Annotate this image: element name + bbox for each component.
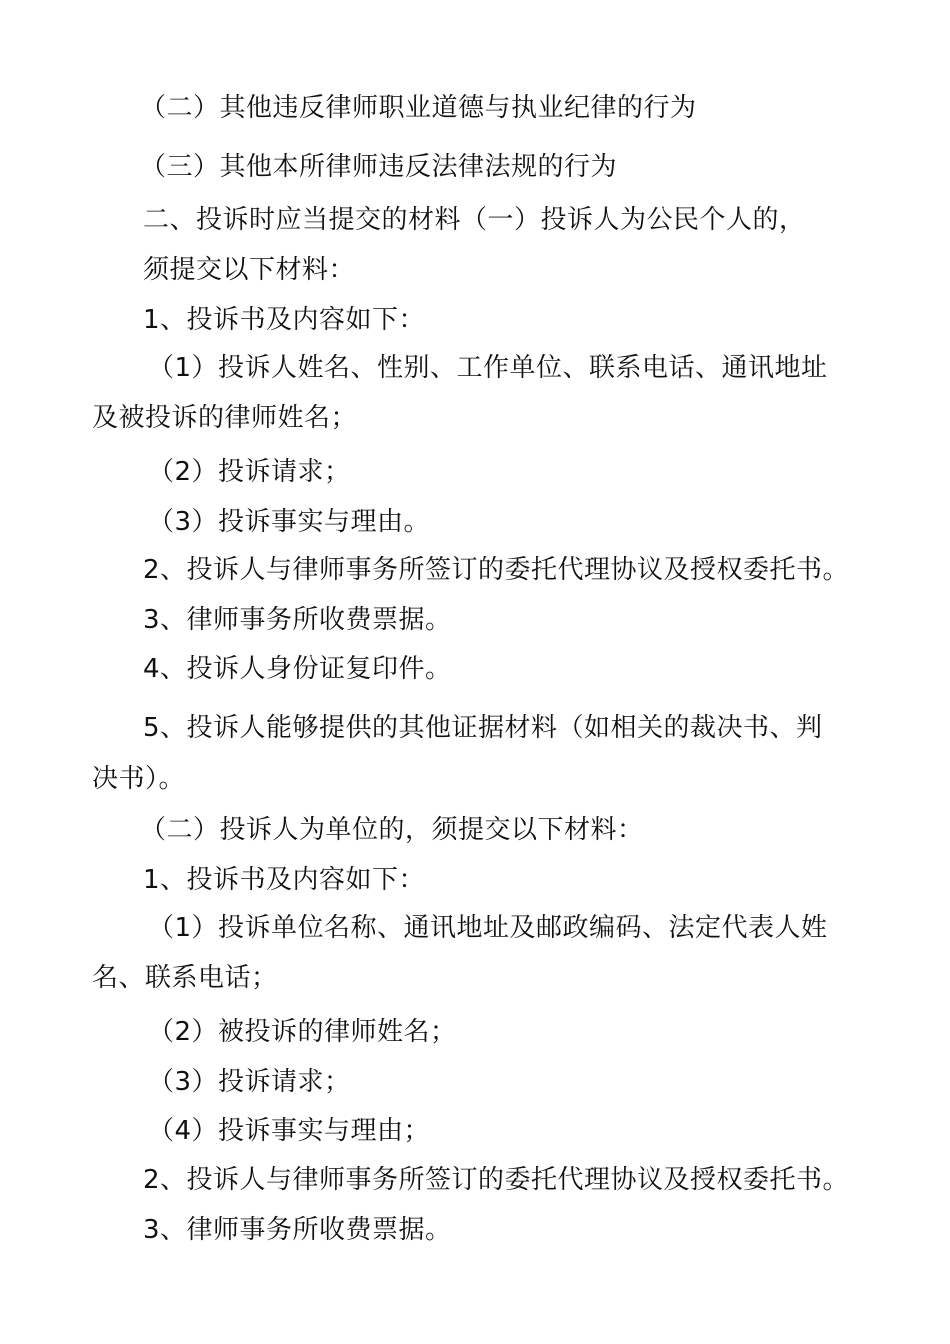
text-line: 4、投诉人身份证复印件。	[143, 654, 452, 684]
text-line: 1、投诉书及内容如下：	[143, 305, 426, 335]
text-line: 2、投诉人与律师事务所签订的委托代理协议及授权委托书。	[143, 555, 850, 585]
text-line: （1）投诉单位名称、通讯地址及邮政编码、法定代表人姓	[148, 913, 828, 943]
text-line: 1、投诉书及内容如下：	[143, 865, 426, 895]
text-line: 3、律师事务所收费票据。	[143, 1215, 452, 1245]
text-line: （三）其他本所律师违反法律法规的行为	[140, 152, 618, 182]
text-line: 5、投诉人能够提供的其他证据材料（如相关的裁决书、判	[143, 713, 823, 743]
text-line: （2）被投诉的律师姓名；	[148, 1017, 457, 1047]
text-line: （二）投诉人为单位的，须提交以下材料：	[140, 815, 644, 845]
text-line: （3）投诉请求；	[148, 1067, 351, 1097]
text-line: 名、联系电话；	[92, 963, 278, 993]
text-line: （4）投诉事实与理由；	[148, 1116, 431, 1146]
text-line: 及被投诉的律师姓名；	[92, 403, 358, 433]
text-line: 二、投诉时应当提交的材料（一）投诉人为公民个人的，	[143, 205, 806, 235]
text-line: （2）投诉请求；	[148, 457, 351, 487]
text-line: 决书）。	[92, 764, 186, 794]
text-line: 3、律师事务所收费票据。	[143, 605, 452, 635]
text-line: 须提交以下材料：	[143, 255, 356, 285]
text-line: 2、投诉人与律师事务所签订的委托代理协议及授权委托书。	[143, 1165, 850, 1195]
text-line: （3）投诉事实与理由。	[148, 507, 431, 537]
text-line: （1）投诉人姓名、性别、工作单位、联系电话、通讯地址	[148, 353, 828, 383]
text-line: （二）其他违反律师职业道德与执业纪律的行为	[140, 93, 697, 123]
